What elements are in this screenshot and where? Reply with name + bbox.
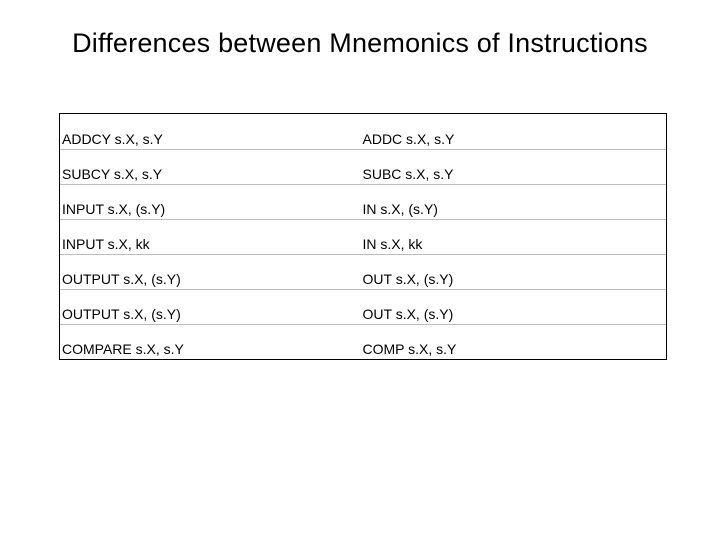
old-mnemonic-cell: OUTPUT s.X, (s.Y) bbox=[60, 290, 361, 325]
mnemonic-table bbox=[59, 113, 667, 360]
table-row bbox=[60, 255, 667, 290]
slide-title: Differences between Mnemonics of Instructions bbox=[72, 28, 648, 58]
old-mnemonic-cell: SUBCY s.X, s.Y bbox=[60, 150, 361, 185]
table-row bbox=[60, 150, 667, 185]
table-row bbox=[60, 185, 667, 220]
table-row bbox=[60, 114, 667, 150]
new-mnemonic-cell: ADDC s.X, s.Y bbox=[361, 114, 667, 150]
old-mnemonic-cell: COMPARE s.X, s.Y bbox=[60, 325, 361, 360]
table-row bbox=[60, 220, 667, 255]
new-mnemonic-cell: OUT s.X, (s.Y) bbox=[361, 290, 667, 325]
table-row bbox=[60, 325, 667, 360]
old-mnemonic-cell: ADDCY s.X, s.Y bbox=[60, 114, 361, 150]
new-mnemonic-cell: OUT s.X, (s.Y) bbox=[361, 255, 667, 290]
old-mnemonic-cell: INPUT s.X, (s.Y) bbox=[60, 185, 361, 220]
new-mnemonic-cell: IN s.X, kk bbox=[361, 220, 667, 255]
old-mnemonic-cell: INPUT s.X, kk bbox=[60, 220, 361, 255]
table-row bbox=[60, 290, 667, 325]
new-mnemonic-cell: SUBC s.X, s.Y bbox=[361, 150, 667, 185]
new-mnemonic-cell: COMP s.X, s.Y bbox=[361, 325, 667, 360]
old-mnemonic-cell: OUTPUT s.X, (s.Y) bbox=[60, 255, 361, 290]
new-mnemonic-cell: IN s.X, (s.Y) bbox=[361, 185, 667, 220]
